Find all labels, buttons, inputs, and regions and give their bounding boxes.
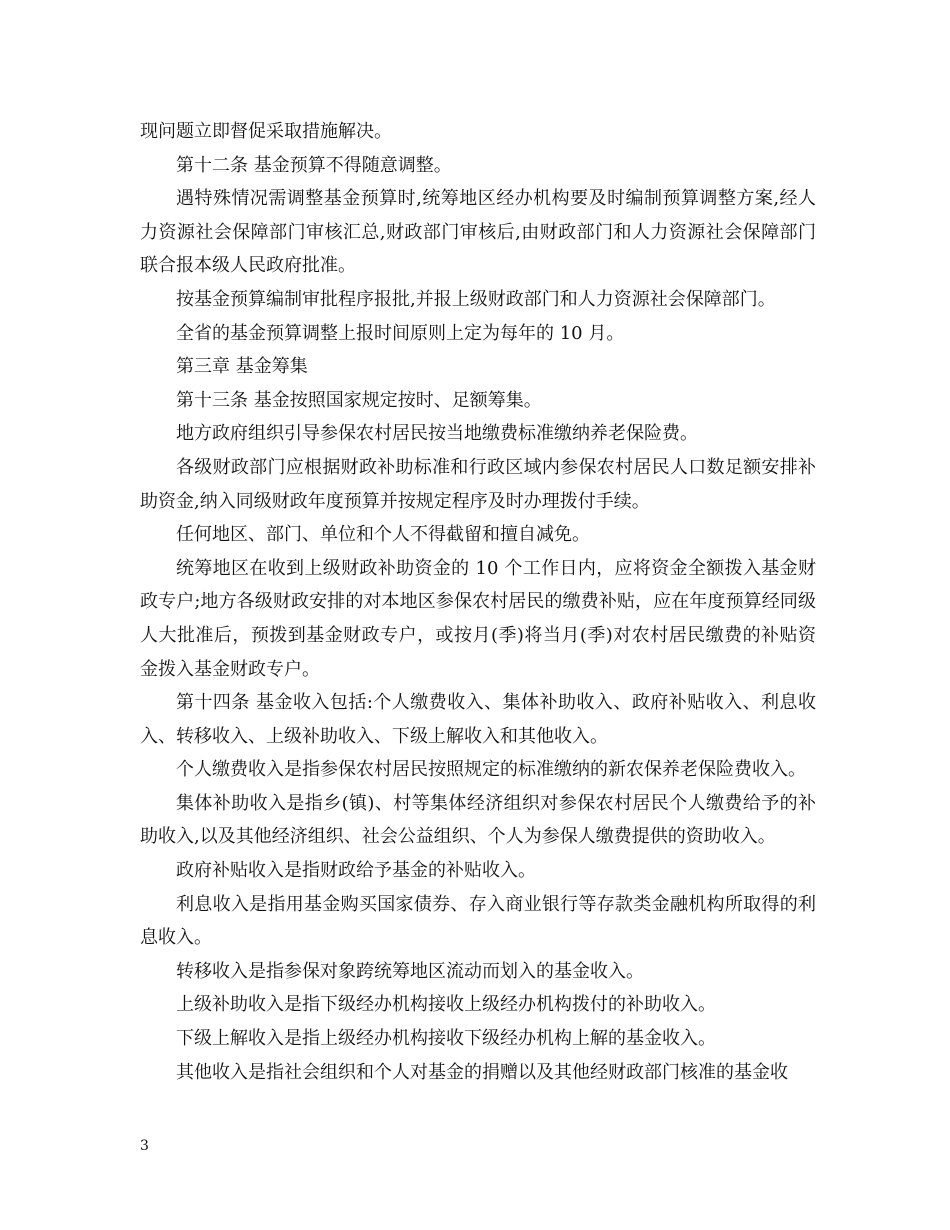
paragraph: 全省的基金预算调整上报时间原则上定为每年的 10 月。 (176, 322, 625, 344)
paragraph: 地方政府组织引导参保农村居民按当地缴费标准缴纳养老保险费。 (176, 423, 698, 445)
paragraph: 其他收入是指社会组织和个人对基金的捐赠以及其他经财政部门核准的基金收 (176, 1061, 788, 1083)
paragraph: 转移收入是指参保对象跨统筹地区流动而划入的基金收入。 (176, 960, 644, 982)
paragraph: 个人缴费收入是指参保农村居民按照规定的标准缴纳的新农保养老保险费收入。 (176, 759, 806, 781)
paragraph: 政府补贴收入是指财政给予基金的补贴收入。 (176, 860, 536, 882)
paragraph: 各级财政部门应根据财政补助标准和行政区域内参保农村居民人口数足额安排补助资金,纳入同级财政年度预算并按规定程序及时办理拨付手续。 (140, 456, 816, 512)
paragraph: 利息收入是指用基金购买国家债券、存入商业银行等存款类金融机构所取得的利息收入。 (140, 893, 816, 949)
article-13-heading: 第十三条 基金按照国家规定按时、足额筹集。 (176, 389, 542, 411)
chapter-3-heading: 第三章 基金筹集 (176, 356, 308, 378)
paragraph: 下级上解收入是指上级经办机构接收下级经办机构上解的基金收入。 (176, 1028, 716, 1050)
article-12-heading: 第十二条 基金预算不得随意调整。 (176, 154, 452, 176)
document-body (140, 115, 816, 1089)
paragraph: 任何地区、部门、单位和个人不得截留和擅自减免。 (176, 524, 590, 546)
paragraph: 集体补助收入是指乡(镇)、村等集体经济组织对参保农村居民个人缴费给予的补助收入,以及其他经济组织、社会公益组织、个人为参保人缴费提供的资助收入。 (140, 792, 816, 848)
page-number: 3 (140, 1138, 149, 1154)
paragraph: 遇特殊情况需调整基金预算时,统筹地区经办机构要及时编制预算调整方案,经人力资源社会保障部门审核汇总,财政部门审核后,由财政部门和人力资源社会保障部门联合报本级人民政府批准。 (140, 188, 816, 277)
paragraph-continuation: 现问题立即督促采取措施解决。 (140, 121, 392, 142)
paragraph: 上级补助收入是指下级经办机构接收上级经办机构拨付的补助收入。 (176, 994, 716, 1016)
paragraph: 统筹地区在收到上级财政补助资金的 10 个工作日内，应将资金全额拨入基金财政专户;地方各级财政安排的对本地区参保农村居民的缴费补贴，应在年度预算经同级人大批准后，预拨到基金财政专户，或按月(季)将当月(季)对农村居民缴费的补贴资金拨入基金财政专户。 (140, 557, 816, 680)
paragraph: 按基金预算编制审批程序报批,并报上级财政部门和人力资源社会保障部门。 (176, 288, 776, 310)
article-14-heading: 第十四条 基金收入包括:个人缴费收入、集体补助收入、政府补贴收入、利息收入、转移收入、上级补助收入、下级上解收入和其他收入。 (140, 692, 816, 747)
